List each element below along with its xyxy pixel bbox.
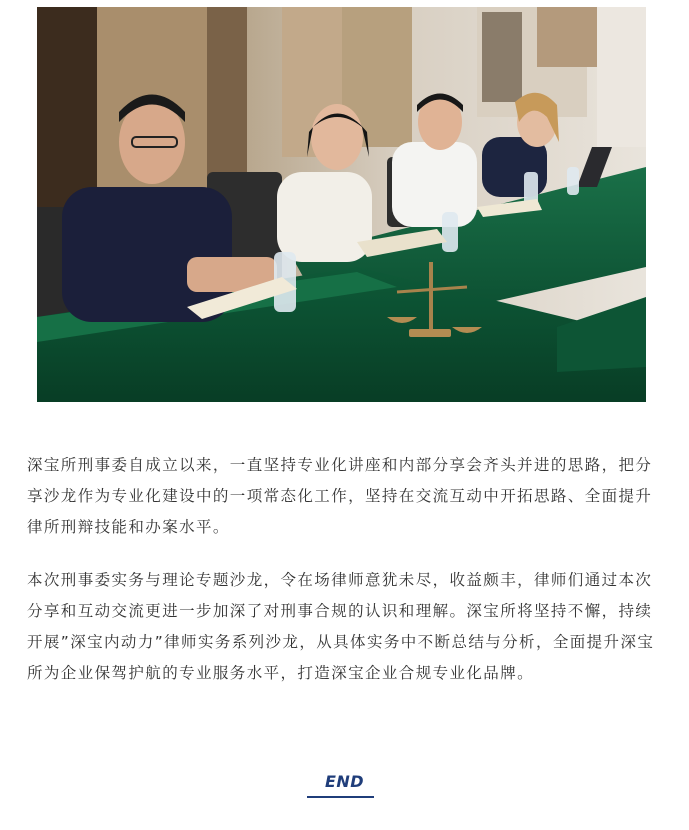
article-paragraph-1: 深宝所刑事委自成立以来，一直坚持专业化讲座和内部分享会齐头并进的思路，把分享沙龙作为专业化建设中的一项常态化工作，坚持在交流互动中开拓思路、全面提升律所刑辩技能和办案水平。 [27, 456, 653, 536]
end-label: END [324, 772, 365, 791]
meeting-photo [37, 7, 646, 402]
article-paragraph-2: 本次刑事委实务与理论专题沙龙，令在场律师意犹未尽，收益颇丰，律师们通过本次分享和互动交流更进一步加深了对刑事合规的认识和理解。深宝所将坚持不懈，持续开展”深宝内动力”律师实务系列沙龙，从具体实务中不断总结与分析，全面提升深宝所为企业保驾护航的专业服务水平，打造深宝企业合规专业化品牌。 [27, 571, 655, 682]
end-underline [307, 796, 374, 798]
end-marker [0, 772, 689, 792]
